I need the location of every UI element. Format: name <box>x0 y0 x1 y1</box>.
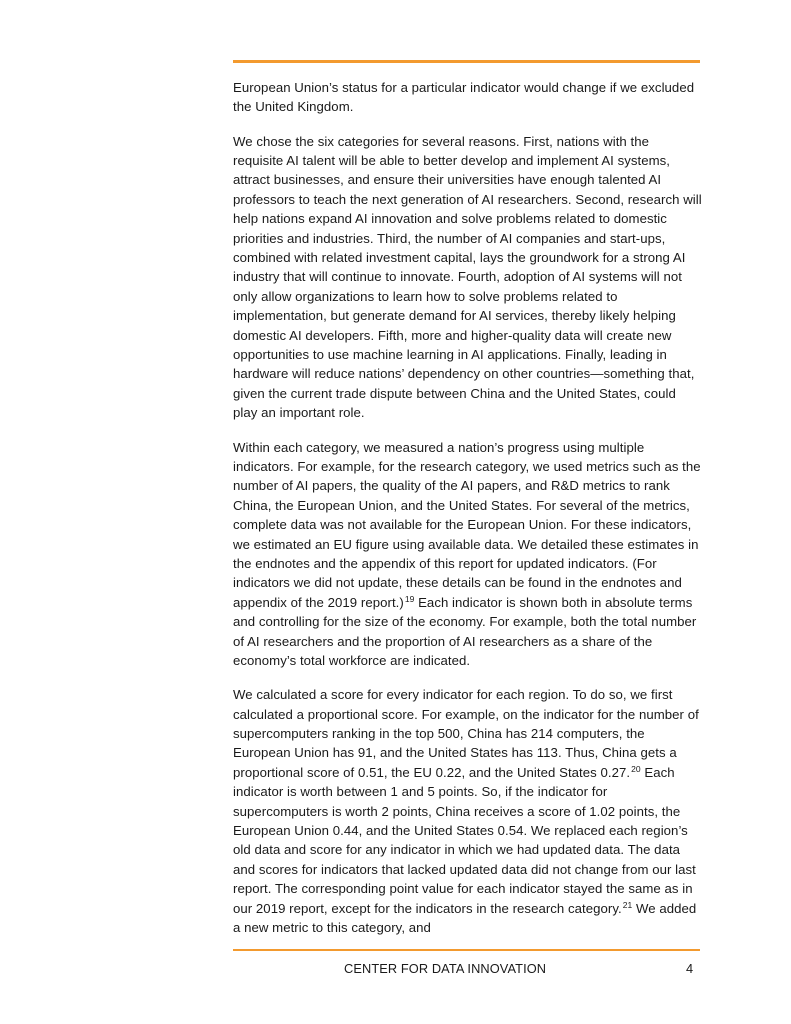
text-run: We chose the six categories for several reasons. First, nations with the requisite AI talent will be able to better develop and implement AI systems, attract businesses, and ensure their universities have enough talented AI professors to teach the next generation of AI researchers. Second, research will help nations expand AI innovation and solve problems related to domestic priorities and industries. Third, the number of AI companies and start-ups, combined with related investment capital, lays the groundwork for a strong AI industry that will continue to innovate. Fourth, adoption of AI systems will not only allow organizations to learn how to solve problems related to implementation, but generate demand for AI services, thereby likely helping domestic AI developers. Fifth, more and higher-quality data will create new opportunities to use machine learning in AI applications. Finally, leading in hardware will reduce nations’ dependency on other countries—something that, given the current trade dispute between China and the United States, could play an important role. <box>233 133 702 421</box>
text-run: Within each category, we measured a nation’s progress using multiple indicators. For example, for the research category, we used metrics such as the number of AI papers, the quality of the AI papers, and R&D metrics to rank China, the European Union, and the United States. For several of the metrics, complete data was not available for the European Union. For these indicators, we estimated an EU figure using available data. We detailed these estimates in the endnotes and the appendix of this report for updated indicators. (For indicators we did not update, these details can be found in the endnotes and appendix of the 2019 report.) <box>233 439 701 610</box>
body-text <box>233 78 703 952</box>
text-run: Each indicator is worth between 1 and 5 points. So, if the indicator for supercomputers is worth 2 points, China receives a score of 1.02 points, the European Union 0.44, and the United States 0.54. We replaced each region’s old data and score for any indicator in which we had updated data. The data and scores for indicators that lacked updated data did not change from our last report. The corresponding point value for each indicator stayed the same as in our 2019 report, except for the indicators in the research category. <box>233 764 696 916</box>
paragraph <box>233 78 703 117</box>
footnote-ref-20[interactable]: 20 <box>631 763 641 774</box>
text-run: Each indicator is shown both in absolute terms and controlling for the size of the economy. For example, both the total number of AI researchers and the proportion of AI researchers as a share of the economy’s total workforce are indicated. <box>233 594 697 668</box>
footer-organization: CENTER FOR DATA INNOVATION <box>344 961 547 976</box>
footnote-ref-21[interactable]: 21 <box>622 899 633 910</box>
text-run: We added a new metric to this category, and <box>233 900 697 936</box>
text-run: We calculated a score for every indicator for each region. To do so, we first calculated a proportional score. For example, on the indicator for the number of supercomputers ranking in the top 500, China has 214 computers, the European Union has 91, and the United States has 113. Thus, China gets a proportional score of 0.51, the EU 0.22, and the United States 0.27. <box>233 687 699 780</box>
paragraph <box>233 132 703 423</box>
footnote-ref-19[interactable]: 19 <box>404 593 415 604</box>
paragraph <box>233 685 703 937</box>
page-number: 4 <box>686 961 694 976</box>
header-rule <box>233 60 700 63</box>
footer-rule <box>233 949 700 951</box>
paragraph <box>233 438 703 671</box>
text-run: European Union’s status for a particular indicator would change if we excluded the United Kingdom. <box>233 80 695 115</box>
